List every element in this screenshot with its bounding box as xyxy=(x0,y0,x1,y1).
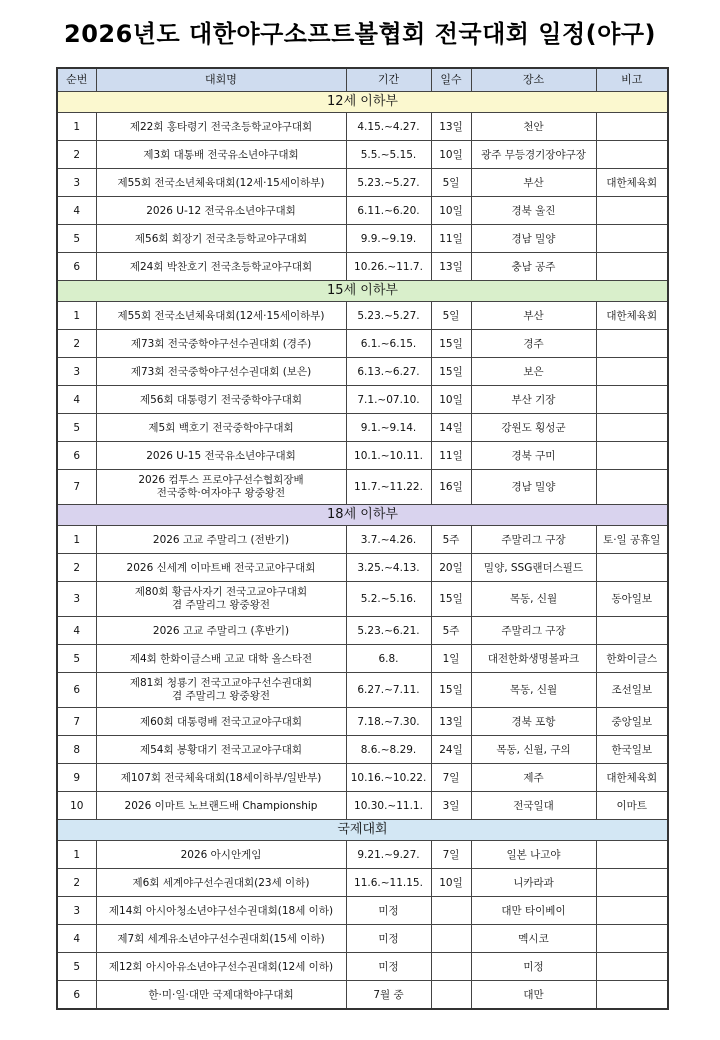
venue: 목동, 신월, 구의 xyxy=(471,736,596,764)
period: 6.11.~6.20. xyxy=(346,197,431,225)
note: 토·일 공휴일 xyxy=(596,526,668,554)
period: 11.7.~11.22. xyxy=(346,470,431,505)
tournament-name: 제54회 봉황대기 전국고교야구대회 xyxy=(96,736,346,764)
venue: 목동, 신월 xyxy=(471,673,596,708)
schedule-table xyxy=(56,67,669,1010)
table-row xyxy=(57,386,668,414)
tournament-name: 제12회 아시아유소년야구선수권대회(12세 이하) xyxy=(96,953,346,981)
tournament-name: 2026 이마트 노브랜드배 Championship xyxy=(96,792,346,820)
row-number: 8 xyxy=(57,736,96,764)
days: 20일 xyxy=(431,554,471,582)
table-row xyxy=(57,302,668,330)
period: 5.5.~5.15. xyxy=(346,141,431,169)
table-row xyxy=(57,764,668,792)
days: 11일 xyxy=(431,225,471,253)
table-row xyxy=(57,113,668,141)
table-row xyxy=(57,442,668,470)
days: 7일 xyxy=(431,764,471,792)
period: 3.25.~4.13. xyxy=(346,554,431,582)
row-number: 9 xyxy=(57,764,96,792)
note xyxy=(596,869,668,897)
tournament-name: 제73회 전국중학야구선수권대회 (경주) xyxy=(96,330,346,358)
period: 5.23.~5.27. xyxy=(346,169,431,197)
period: 6.1.~6.15. xyxy=(346,330,431,358)
venue: 천안 xyxy=(471,113,596,141)
venue: 부산 xyxy=(471,169,596,197)
venue: 주말리그 구장 xyxy=(471,526,596,554)
tournament-name: 한·미·일·대만 국제대학야구대회 xyxy=(96,981,346,1010)
row-number: 1 xyxy=(57,113,96,141)
col-header-venue: 장소 xyxy=(471,68,596,92)
table-row xyxy=(57,981,668,1010)
note: 동아일보 xyxy=(596,582,668,617)
table-row xyxy=(57,792,668,820)
table-row xyxy=(57,673,668,708)
section-row-intl xyxy=(57,820,668,841)
venue: 일본 나고야 xyxy=(471,841,596,869)
days: 13일 xyxy=(431,113,471,141)
note xyxy=(596,442,668,470)
note xyxy=(596,414,668,442)
note xyxy=(596,358,668,386)
tournament-name: 2026 컴투스 프로야구선수협회장배 전국중학·여자야구 왕중왕전 xyxy=(96,470,346,505)
period: 7월 중 xyxy=(346,981,431,1010)
days xyxy=(431,953,471,981)
period: 10.1.~10.11. xyxy=(346,442,431,470)
venue: 목동, 신월 xyxy=(471,582,596,617)
table-row xyxy=(57,526,668,554)
days: 14일 xyxy=(431,414,471,442)
note xyxy=(596,330,668,358)
col-header-period: 기간 xyxy=(346,68,431,92)
note xyxy=(596,554,668,582)
venue: 대전한화생명볼파크 xyxy=(471,645,596,673)
days: 5주 xyxy=(431,526,471,554)
row-number: 5 xyxy=(57,645,96,673)
col-header-name: 대회명 xyxy=(96,68,346,92)
days: 15일 xyxy=(431,330,471,358)
days: 5일 xyxy=(431,302,471,330)
days: 7일 xyxy=(431,841,471,869)
venue: 멕시코 xyxy=(471,925,596,953)
header-row xyxy=(57,68,668,92)
page-title: 2026년도 대한야구소프트볼협회 전국대회 일정(야구) xyxy=(64,20,656,48)
venue: 경주 xyxy=(471,330,596,358)
period: 9.21.~9.27. xyxy=(346,841,431,869)
row-number: 1 xyxy=(57,302,96,330)
period: 5.23.~6.21. xyxy=(346,617,431,645)
note xyxy=(596,197,668,225)
tournament-name: 제107회 전국체육대회(18세이하부/일반부) xyxy=(96,764,346,792)
venue: 대만 xyxy=(471,981,596,1010)
days xyxy=(431,925,471,953)
col-header-note: 비고 xyxy=(596,68,668,92)
period: 7.1.~07.10. xyxy=(346,386,431,414)
venue: 미정 xyxy=(471,953,596,981)
row-number: 5 xyxy=(57,225,96,253)
days: 3일 xyxy=(431,792,471,820)
period: 11.6.~11.15. xyxy=(346,869,431,897)
tournament-name: 제5회 백호기 전국중학야구대회 xyxy=(96,414,346,442)
days: 10일 xyxy=(431,141,471,169)
venue: 밀양, SSG랜더스필드 xyxy=(471,554,596,582)
table-row xyxy=(57,358,668,386)
tournament-name: 제55회 전국소년체육대회(12세·15세이하부) xyxy=(96,302,346,330)
note xyxy=(596,113,668,141)
row-number: 2 xyxy=(57,869,96,897)
period: 9.1.~9.14. xyxy=(346,414,431,442)
days: 10일 xyxy=(431,869,471,897)
table-row xyxy=(57,253,668,281)
tournament-name: 제7회 세계유소년야구선수권대회(15세 이하) xyxy=(96,925,346,953)
period: 5.2.~5.16. xyxy=(346,582,431,617)
col-header-days: 일수 xyxy=(431,68,471,92)
period: 6.27.~7.11. xyxy=(346,673,431,708)
tournament-name: 제56회 회장기 전국초등학교야구대회 xyxy=(96,225,346,253)
days: 5주 xyxy=(431,617,471,645)
venue: 경남 밀양 xyxy=(471,225,596,253)
table-row xyxy=(57,925,668,953)
period: 미정 xyxy=(346,925,431,953)
row-number: 2 xyxy=(57,141,96,169)
row-number: 1 xyxy=(57,841,96,869)
note xyxy=(596,253,668,281)
note xyxy=(596,897,668,925)
row-number: 4 xyxy=(57,386,96,414)
table-row xyxy=(57,645,668,673)
tournament-name: 제73회 전국중학야구선수권대회 (보은) xyxy=(96,358,346,386)
row-number: 6 xyxy=(57,673,96,708)
note xyxy=(596,953,668,981)
table-row xyxy=(57,197,668,225)
days: 16일 xyxy=(431,470,471,505)
table-row xyxy=(57,736,668,764)
days: 10일 xyxy=(431,197,471,225)
period: 10.30.~11.1. xyxy=(346,792,431,820)
venue: 전국일대 xyxy=(471,792,596,820)
row-number: 10 xyxy=(57,792,96,820)
note xyxy=(596,981,668,1010)
period: 8.6.~8.29. xyxy=(346,736,431,764)
note xyxy=(596,141,668,169)
venue: 주말리그 구장 xyxy=(471,617,596,645)
tournament-name: 2026 U-15 전국유소년야구대회 xyxy=(96,442,346,470)
row-number: 3 xyxy=(57,582,96,617)
tournament-name: 2026 U-12 전국유소년야구대회 xyxy=(96,197,346,225)
days: 24일 xyxy=(431,736,471,764)
section-label: 15세 이하부 xyxy=(57,281,668,302)
period: 10.26.~11.7. xyxy=(346,253,431,281)
days: 5일 xyxy=(431,169,471,197)
days: 15일 xyxy=(431,673,471,708)
row-number: 3 xyxy=(57,169,96,197)
section-row-sec18 xyxy=(57,505,668,526)
row-number: 4 xyxy=(57,617,96,645)
section-label: 국제대회 xyxy=(57,820,668,841)
venue: 니카라과 xyxy=(471,869,596,897)
table-row xyxy=(57,554,668,582)
days: 1일 xyxy=(431,645,471,673)
tournament-name: 제22회 홍타령기 전국초등학교야구대회 xyxy=(96,113,346,141)
note xyxy=(596,470,668,505)
table-row xyxy=(57,869,668,897)
note: 대한체육회 xyxy=(596,764,668,792)
tournament-name: 제3회 대통배 전국유소년야구대회 xyxy=(96,141,346,169)
row-number: 4 xyxy=(57,197,96,225)
note: 대한체육회 xyxy=(596,169,668,197)
row-number: 4 xyxy=(57,925,96,953)
table-row xyxy=(57,841,668,869)
note xyxy=(596,225,668,253)
note: 이마트 xyxy=(596,792,668,820)
period: 6.13.~6.27. xyxy=(346,358,431,386)
table-row xyxy=(57,897,668,925)
period: 7.18.~7.30. xyxy=(346,708,431,736)
period: 4.15.~4.27. xyxy=(346,113,431,141)
period: 5.23.~5.27. xyxy=(346,302,431,330)
table-row xyxy=(57,708,668,736)
table-row xyxy=(57,617,668,645)
days: 13일 xyxy=(431,253,471,281)
note xyxy=(596,841,668,869)
venue: 제주 xyxy=(471,764,596,792)
period: 미정 xyxy=(346,897,431,925)
note: 한국일보 xyxy=(596,736,668,764)
tournament-name: 제81회 청룡기 전국고교야구선수권대회 겸 주말리그 왕중왕전 xyxy=(96,673,346,708)
tournament-name: 제55회 전국소년체육대회(12세·15세이하부) xyxy=(96,169,346,197)
section-row-sec12 xyxy=(57,92,668,113)
venue: 부산 기장 xyxy=(471,386,596,414)
venue: 보은 xyxy=(471,358,596,386)
table-row xyxy=(57,225,668,253)
tournament-name: 2026 고교 주말리그 (후반기) xyxy=(96,617,346,645)
section-label: 12세 이하부 xyxy=(57,92,668,113)
row-number: 3 xyxy=(57,897,96,925)
venue: 경북 포항 xyxy=(471,708,596,736)
days: 15일 xyxy=(431,582,471,617)
tournament-name: 제4회 한화이글스배 고교 대학 올스타전 xyxy=(96,645,346,673)
table-row xyxy=(57,414,668,442)
days: 13일 xyxy=(431,708,471,736)
section-row-sec15 xyxy=(57,281,668,302)
note xyxy=(596,617,668,645)
row-number: 2 xyxy=(57,554,96,582)
venue: 경북 구미 xyxy=(471,442,596,470)
col-header-no: 순번 xyxy=(57,68,96,92)
venue: 대만 타이베이 xyxy=(471,897,596,925)
venue: 충남 공주 xyxy=(471,253,596,281)
days: 11일 xyxy=(431,442,471,470)
period: 3.7.~4.26. xyxy=(346,526,431,554)
period: 9.9.~9.19. xyxy=(346,225,431,253)
row-number: 5 xyxy=(57,953,96,981)
table-body xyxy=(57,92,668,1010)
row-number: 6 xyxy=(57,253,96,281)
venue: 광주 무등경기장야구장 xyxy=(471,141,596,169)
row-number: 7 xyxy=(57,470,96,505)
note: 한화이글스 xyxy=(596,645,668,673)
note: 조선일보 xyxy=(596,673,668,708)
days xyxy=(431,897,471,925)
tournament-name: 2026 신세계 이마트배 전국고교야구대회 xyxy=(96,554,346,582)
table-row xyxy=(57,582,668,617)
tournament-name: 제60회 대통령배 전국고교야구대회 xyxy=(96,708,346,736)
days: 10일 xyxy=(431,386,471,414)
table-row xyxy=(57,953,668,981)
tournament-name: 제24회 박찬호기 전국초등학교야구대회 xyxy=(96,253,346,281)
days: 15일 xyxy=(431,358,471,386)
table-row xyxy=(57,330,668,358)
row-number: 3 xyxy=(57,358,96,386)
venue: 경남 밀양 xyxy=(471,470,596,505)
table-row xyxy=(57,169,668,197)
tournament-name: 제14회 아시아청소년야구선수권대회(18세 이하) xyxy=(96,897,346,925)
tournament-name: 2026 고교 주말리그 (전반기) xyxy=(96,526,346,554)
tournament-name: 제6회 세계야구선수권대회(23세 이하) xyxy=(96,869,346,897)
days xyxy=(431,981,471,1010)
row-number: 7 xyxy=(57,708,96,736)
table-row xyxy=(57,470,668,505)
section-label: 18세 이하부 xyxy=(57,505,668,526)
row-number: 5 xyxy=(57,414,96,442)
tournament-name: 2026 아시안게임 xyxy=(96,841,346,869)
tournament-name: 제80회 황금사자기 전국고교야구대회 겸 주말리그 왕중왕전 xyxy=(96,582,346,617)
row-number: 2 xyxy=(57,330,96,358)
period: 10.16.~10.22. xyxy=(346,764,431,792)
row-number: 6 xyxy=(57,442,96,470)
venue: 강원도 횡성군 xyxy=(471,414,596,442)
tournament-name: 제56회 대통령기 전국중학야구대회 xyxy=(96,386,346,414)
note: 중앙일보 xyxy=(596,708,668,736)
period: 6.8. xyxy=(346,645,431,673)
note xyxy=(596,386,668,414)
period: 미정 xyxy=(346,953,431,981)
row-number: 6 xyxy=(57,981,96,1010)
venue: 경북 울진 xyxy=(471,197,596,225)
table-row xyxy=(57,141,668,169)
note: 대한체육회 xyxy=(596,302,668,330)
note xyxy=(596,925,668,953)
row-number: 1 xyxy=(57,526,96,554)
venue: 부산 xyxy=(471,302,596,330)
